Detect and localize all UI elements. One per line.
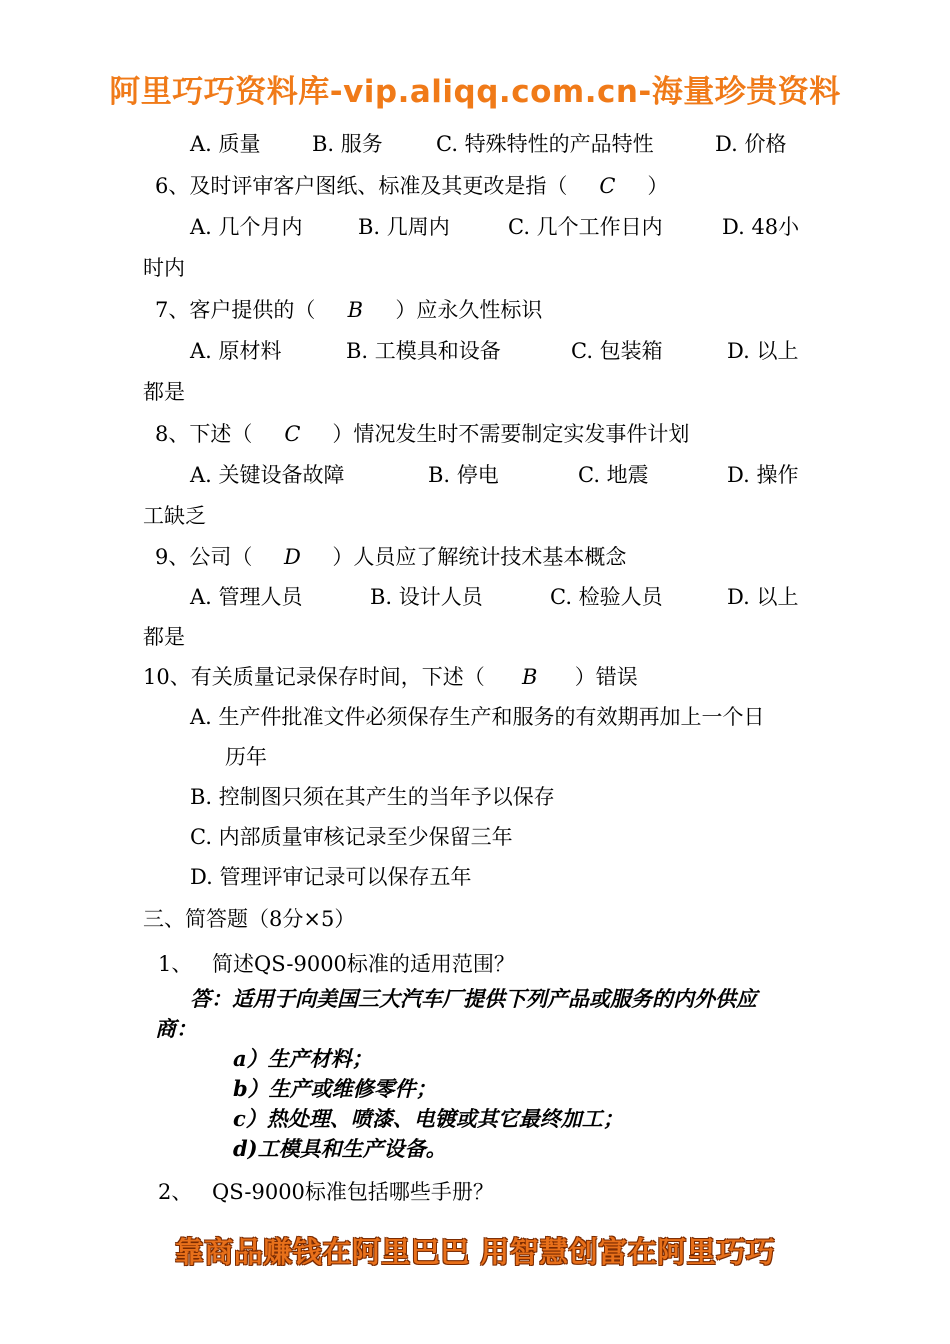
option-b: B. 几周内 xyxy=(358,215,450,239)
option-c: C. 包装箱 xyxy=(571,339,663,363)
option-b: B. 工模具和设备 xyxy=(346,339,501,363)
option-a: A. 质量 xyxy=(190,132,261,156)
header-banner: 阿里巧巧资料库-vip.aliqq.com.cn-海量珍贵资料 xyxy=(109,74,841,110)
q10-option-d: D. 管理评审记录可以保存五年 xyxy=(190,865,472,889)
option-b: B. 设计人员 xyxy=(370,585,483,609)
question-number: 2、 xyxy=(158,1180,193,1204)
option-a: A. 原材料 xyxy=(190,339,282,363)
option-a: A. 管理人员 xyxy=(190,585,303,609)
q6-wrap: 时内 xyxy=(143,256,185,280)
answer: C xyxy=(284,422,301,446)
option-b: B. 服务 xyxy=(312,132,383,156)
option-c: C. 检验人员 xyxy=(550,585,663,609)
option-b: B. 停电 xyxy=(428,463,499,487)
answer-line: 答：适用于向美国三大汽车厂提供下列产品或服务的内外供应 xyxy=(190,986,757,1011)
option-d: D. 操作 xyxy=(727,463,799,487)
q10-option-a-wrap: 历年 xyxy=(225,745,267,769)
question-8: 8、下述（ C ）情况发生时不需要制定实发事件计划 xyxy=(155,422,690,446)
answer-item-d: d)工模具和生产设备。 xyxy=(233,1136,447,1161)
q10-option-b: B. 控制图只须在其产生的当年予以保存 xyxy=(190,785,555,809)
answer: B xyxy=(347,298,364,322)
option-a: A. 几个月内 xyxy=(190,215,303,239)
answer-line-wrap: 商： xyxy=(155,1016,197,1041)
option-c: C. 地震 xyxy=(578,463,649,487)
option-c: C. 几个工作日内 xyxy=(508,215,663,239)
q9-wrap: 都是 xyxy=(143,625,185,649)
question-7: 7、客户提供的（ B ）应永久性标识 xyxy=(155,298,543,322)
option-a: A. 关键设备故障 xyxy=(190,463,345,487)
question-10: 10、有关质量记录保存时间，下述（ B ）错误 xyxy=(143,665,638,689)
answer-item-a: a）生产材料； xyxy=(233,1046,373,1071)
question-9: 9、公司（ D ）人员应了解统计技术基本概念 xyxy=(155,545,627,569)
answer-item-c: c）热处理、喷漆、电镀或其它最终加工； xyxy=(233,1106,624,1131)
option-d: D. 以上 xyxy=(727,339,799,363)
option-d: D. 48小 xyxy=(722,215,800,239)
answer: C xyxy=(599,174,616,198)
option-d: D. 以上 xyxy=(727,585,799,609)
option-c: C. 特殊特性的产品特性 xyxy=(436,132,654,156)
answer: B xyxy=(522,665,538,689)
question-text: 简述QS-9000标准的适用范围？ xyxy=(212,952,515,976)
option-d: D. 价格 xyxy=(715,132,787,156)
q8-wrap: 工缺乏 xyxy=(143,504,206,528)
question-6: 6、及时评审客户图纸、标准及其更改是指（ C ） xyxy=(155,174,669,198)
q7-wrap: 都是 xyxy=(143,380,185,404)
footer-banner: 靠商品赚钱在阿里巴巴 用智慧创富在阿里巧巧 xyxy=(174,1235,776,1269)
question-text: QS-9000标准包括哪些手册？ xyxy=(212,1180,494,1204)
answer: D xyxy=(283,545,301,569)
question-number: 1、 xyxy=(158,952,193,976)
section-title: 三、简答题（8分×5） xyxy=(143,907,356,931)
answer-item-b: b）生产或维修零件； xyxy=(233,1076,437,1101)
q10-option-a: A. 生产件批准文件必须保存生产和服务的有效期再加上一个日 xyxy=(190,705,765,729)
q10-option-c: C. 内部质量审核记录至少保留三年 xyxy=(190,825,513,849)
